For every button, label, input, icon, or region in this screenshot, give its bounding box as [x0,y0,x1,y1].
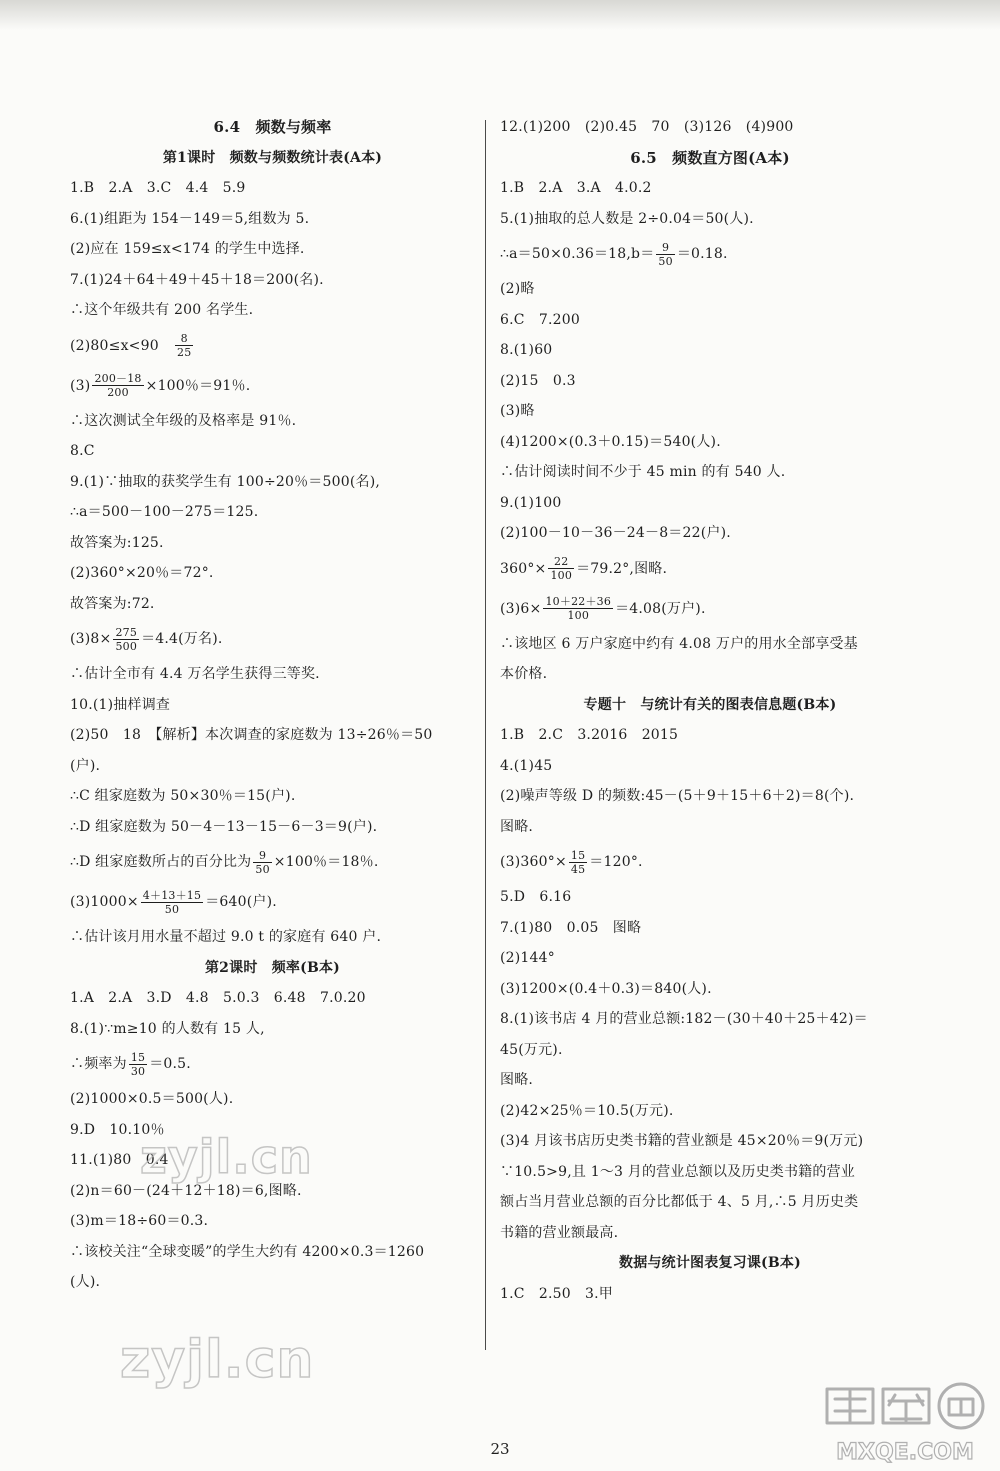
answer-line: (3)1200×(0.4＋0.3)＝840(人). [500,980,712,997]
answer-line: ∴D 组家庭数为 50－4－13－15－6－3＝9(户). [70,818,378,835]
answer-line: 图略. [500,818,534,835]
right-column [500,112,920,1309]
answer-line: ∴估计全市有 4.4 万名学生获得三等奖. [70,666,320,682]
logo-url-text: MXQE.COM [836,1440,974,1465]
answer-line: 1.C 2.50 3.甲 [500,1285,613,1302]
answer-line: ∴C 组家庭数为 50×30％＝15(户). [70,788,296,804]
answer-line: 8.(1)60 [500,342,553,358]
answer-line: 故答案为:125. [70,534,164,551]
answer-line: 1.B 2.A 3.C 4.4 5.9 [70,180,246,196]
answer-line: 7.(1)24＋64＋49＋45＋18＝200(名). [70,271,324,288]
answer-line: ∴估计阅读时间不少于 45 min 的有 540 人. [500,464,786,480]
answer-line: 故答案为:72. [70,595,155,612]
answer-line: 11.(1)80 0.4 [70,1152,169,1168]
answer-line: ∵10.5>9,且 1～3 月的营业总额以及历史类书籍的营业 [500,1163,855,1180]
answer-line: 9.(1)100 [500,494,562,511]
answer-line: 额占当月营业总额的百分比都低于 4、5 月,∴5 月历史类 [500,1194,859,1210]
fraction: $\frac{200-18}{200}$ [94,372,142,399]
answer-line: (3)1000× $\frac{4+13+15}{50}$ ＝640(户). [70,888,277,916]
fraction: $\frac{9}{50}$ [658,240,673,268]
watermark-text: zyjl.cn [140,1130,313,1184]
answer-line: ∴D 组家庭数所占的百分比为 $\frac{9}{50}$ ×100％＝18％. [70,848,379,876]
answer-line: (2)n＝60－(24＋12＋18)＝6,图略. [70,1182,302,1199]
answer-line: 6.C 7.200 [500,311,580,328]
answer-line: ∴a＝50×0.36＝18,b＝ $\frac{9}{50}$ ＝0.18. [500,240,728,268]
answer-line: ∴这次测试全年级的及格率是 91％. [70,412,297,429]
fraction: $\frac{275}{500}$ [115,625,138,653]
answer-line: 9.(1)∵抽取的获奖学生有 100÷20％＝500(名), [70,473,381,490]
answer-line: (3)6× $\frac{10+22+36}{100}$ ＝4.08(万户). [500,595,706,622]
answer-line: (人). [70,1274,101,1290]
answer-line: 本价格. [500,666,548,682]
answer-line: ∴这个年级共有 200 名学生. [70,302,254,318]
answer-line: (2)噪声等级 D 的频数:45－(5＋9＋15＋6＋2)＝8(个). [500,788,855,804]
answer-line: 4.(1)45 [500,757,553,774]
page-number: 23 [490,1440,510,1458]
answer-line: ∴该地区 6 万户家庭中约有 4.08 万户的用水全部享受基 [500,635,858,652]
answer-line: (2)15 0.3 [500,372,576,389]
answer-line: (2)1000×0.5＝500(人). [70,1091,234,1107]
column-divider [485,120,486,1350]
answer-circle-logo [815,1375,995,1471]
answer-line: 8.C [70,443,95,459]
answer-line: 360°× $\frac{22}{100}$ ＝79.2°,图略. [500,555,668,582]
answer-line: (2)应在 159≤x<174 的学生中选择. [70,241,305,257]
answer-line: 6.(1)组距为 154－149＝5,组数为 5. [70,210,310,227]
fraction: $\frac{22}{100}$ [550,555,573,582]
answer-line: 7.(1)80 0.05 图略 [500,919,642,936]
lesson-title: 第2课时 频率(B本) [204,959,341,976]
answer-line: 45(万元). [500,1041,563,1058]
answer-line: (2)360°×20％＝72°. [70,565,214,581]
answer-line: (3) $\frac{200-18}{200}$ ×100％＝91％. [70,372,251,399]
fraction: $\frac{15}{45}$ [570,848,586,876]
fraction: $\frac{9}{50}$ [255,848,270,876]
answer-line: 8.(1)∵m≥10 的人数有 15 人, [70,1020,265,1037]
answer-line: 1.B 2.C 3.2016 2015 [500,727,679,743]
lesson-title: 专题十 与统计有关的图表信息题(B本) [583,696,837,713]
scan-top-edge [0,0,1000,30]
answer-line: (2)144° [500,950,555,966]
answer-line: 8.(1)该书店 4 月的营业总额:182－(30＋40＋25＋42)＝ [500,1011,868,1027]
lesson-title: 第1课时 频数与频数统计表(A本) [162,149,383,166]
fraction: $\frac{8}{25}$ [177,332,192,359]
answer-line: (3)m＝18÷60＝0.3. [70,1213,209,1229]
watermark-text: zyjl.cn [120,1330,315,1390]
answer-line: 9.D 10.10％ [70,1121,165,1138]
answer-line: (户). [70,757,101,774]
answer-line: (2)50 18 【解析】本次调查的家庭数为 13÷26％＝50 [70,727,433,743]
answer-line: 书籍的营业额最高. [500,1224,619,1241]
answer-line: (2)略 [500,281,535,297]
answer-line: 5.D 6.16 [500,889,572,905]
lesson-title: 数据与统计图表复习课(B本) [619,1255,801,1271]
answer-line: 图略. [500,1072,534,1088]
section-title: 6.5 频数直方图(A本) [630,148,790,167]
answer-line: (2)80≤x<90 $\frac{8}{25}$ [70,332,192,359]
fraction: $\frac{4+13+15}{50}$ [142,888,202,916]
answer-line: (2)100－10－36－24－8＝22(户). [500,525,731,541]
answer-line: (3)4 月该书店历史类书籍的营业额是 45×20％＝9(万元) [500,1133,864,1149]
fraction: $\frac{10+22+36}{100}$ [545,595,612,622]
answer-line: 10.(1)抽样调查 [70,696,171,713]
answer-line: (3)8× $\frac{275}{500}$ ＝4.4(万名). [70,625,223,653]
answer-line: 12.(1)200 (2)0.45 70 (3)126 (4)900 [500,119,794,135]
answer-line: ∴a＝500－100－275＝125. [70,504,259,520]
section-title: 6.4 频数与频率 [213,118,332,136]
answer-line: (3)360°× $\frac{15}{45}$ ＝120°. [500,848,643,876]
answer-line: ∴估计该月用水量不超过 9.0 t 的家庭有 640 户. [70,929,382,945]
answer-line: (3)略 [500,403,535,419]
answer-line: 1.B 2.A 3.A 4.0.2 [500,180,652,196]
answer-line: ∴该校关注“全球变暖”的学生大约有 4200×0.3＝1260 [70,1243,425,1260]
answer-line: 5.(1)抽取的总人数是 2÷0.04＝50(人). [500,210,754,227]
answer-line: ∴频率为 $\frac{15}{30}$ ＝0.5. [70,1050,191,1078]
fraction: $\frac{15}{30}$ [130,1050,146,1078]
answer-line: 1.A 2.A 3.D 4.8 5.0.3 6.48 7.0.20 [70,990,366,1006]
answer-line: (4)1200×(0.3＋0.15)＝540(人). [500,433,721,450]
answer-line: (2)42×25％＝10.5(万元). [500,1102,674,1119]
left-column [70,112,475,1298]
